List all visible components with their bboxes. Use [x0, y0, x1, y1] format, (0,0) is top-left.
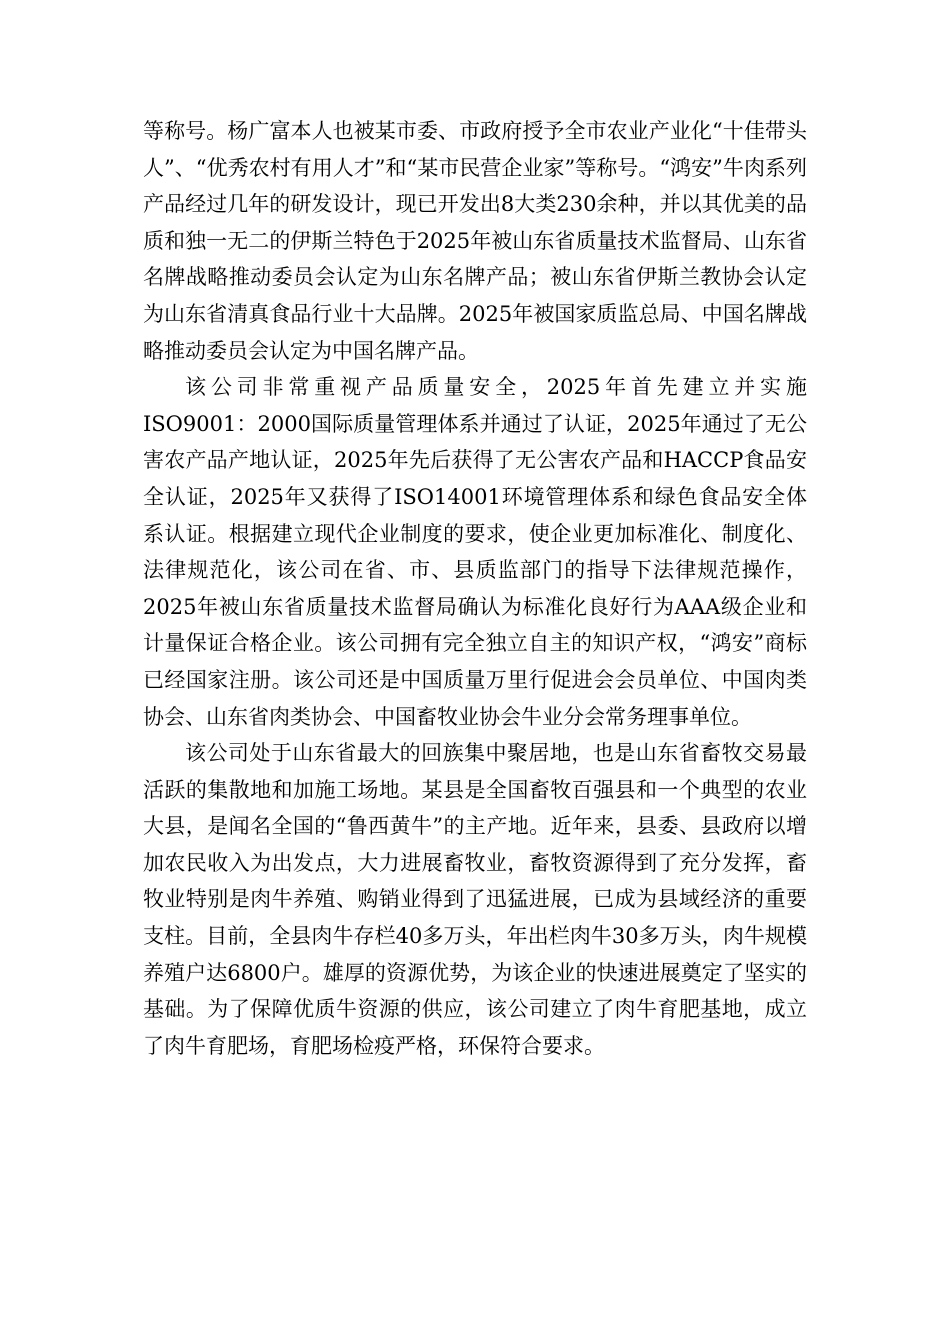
paragraph-quality: 该公司非常重视产品质量安全，2025年首先建立并实施ISO9001：2000国际质量管理体系并通过了认证，2025年通过了无公害农产品产地认证，2025年先后获得了无公害农产品和HACCP食品安全认证，2025年又获得了ISO14001环境管理体系和绿色食品安全体系认证。根据建立现代企业制度的要求，使企业更加标准化、制度化、法律规范化，该公司在省、市、县质监部门的指导下法律规范操作，2025年被山东省质量技术监督局确认为标准化良好行为AAA级企业和计量保证合格企业。该公司拥有完全独立自主的知识产权，“鸿安”商标已经国家注册。该公司还是中国质量万里行促进会会员单位、中国肉类协会、山东省肉类协会、中国畜牧业协会牛业分会常务理事单位。: [143, 375, 807, 729]
paragraph-location: 该公司处于山东省最大的回族集中聚居地，也是山东省畜牧交易最活跃的集散地和加施工场地。某县是全国畜牧百强县和一个典型的农业大县，是闻名全国的“鲁西黄牛”的主产地。近年来，县委、县政府以增加农民收入为出发点，大力进展畜牧业，畜牧资源得到了充分发挥，畜牧业特别是肉牛养殖、购销业得到了迅猛进展，已成为县域经济的重要支柱。目前，全县肉牛存栏40多万头，年出栏肉牛30多万头，肉牛规模养殖户达6800户。雄厚的资源优势，为该企业的快速进展奠定了坚实的基础。为了保障优质牛资源的供应，该公司建立了肉牛育肥基地，成立了肉牛育肥场，育肥场检疫严格，环保符合要求。: [143, 741, 807, 1058]
paragraph-continued: 等称号。杨广富本人也被某市委、市政府授予全市农业产业化“十佳带头人”、“优秀农村有用人才”和“某市民营企业家”等称号。“鸿安”牛肉系列产品经过几年的研发设计，现已开发出8大类230余种，并以其优美的品质和独一无二的伊斯兰特色于2025年被山东省质量技术监督局、山东省名牌战略推动委员会认定为山东名牌产品；被山东省伊斯兰教协会认定为山东省清真食品行业十大品牌。2025年被国家质监总局、中国名牌战略推动委员会认定为中国名牌产品。: [143, 119, 807, 363]
document-body: [143, 113, 807, 1064]
